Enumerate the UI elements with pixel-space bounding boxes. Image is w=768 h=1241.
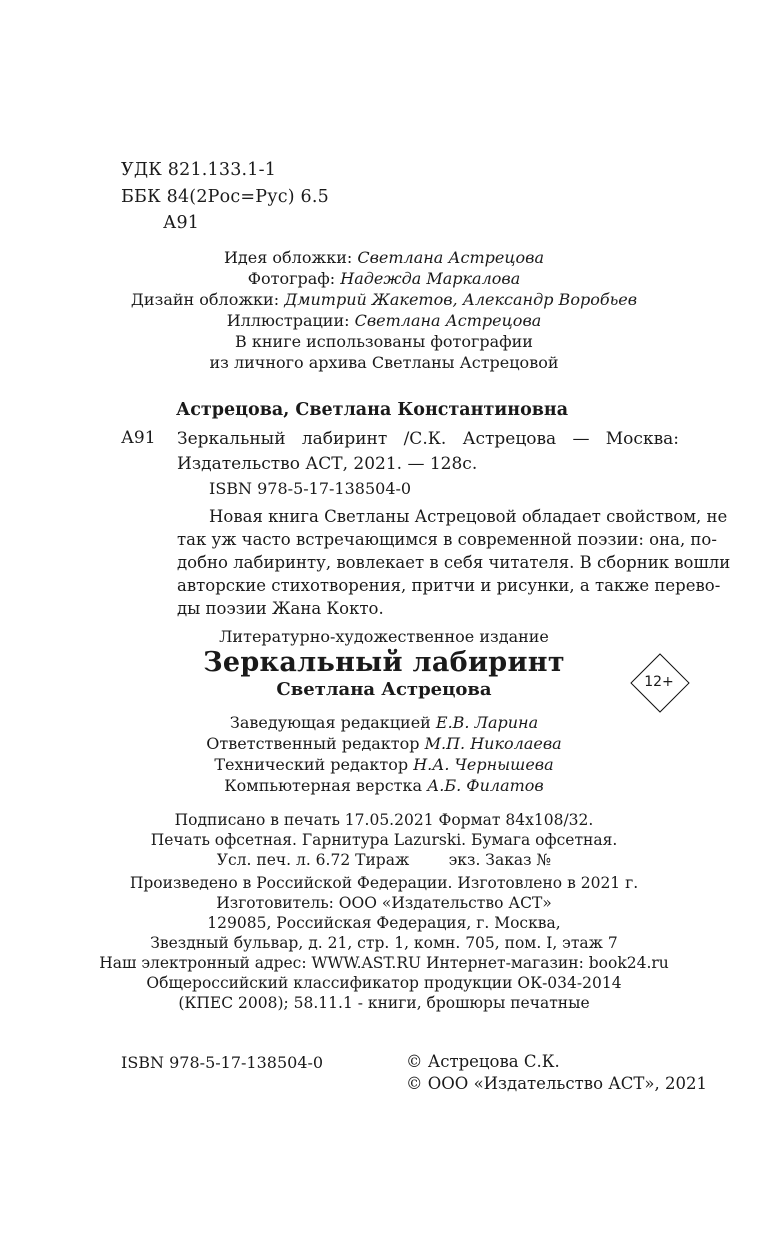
- credit-name: Надежда Маркалова: [340, 269, 521, 288]
- abstract: [177, 505, 731, 620]
- credit-illustrations: [0, 311, 768, 332]
- manufacturer-line: (КПЕС 2008); 58.11.1 - книги, брошюры печатные: [178, 994, 590, 1012]
- biblio-line: Зеркальный лабиринт /С.К. Астрецова — Москва:: [177, 429, 679, 449]
- copyright-author: © Астрецова С.К.: [406, 1052, 560, 1071]
- book-title: Зеркальный лабиринт: [203, 647, 565, 678]
- abstract-line: авторские стихотворения, притчи и рисунки, а также перево-: [177, 576, 721, 595]
- credit-role: Иллюстрации:: [226, 311, 355, 330]
- photo-note-line: В книге использованы фотографии: [235, 332, 533, 351]
- credit-cover-idea: [0, 248, 768, 269]
- manufacturer-line: Произведено в Российской Федерации. Изготовлено в 2021 г.: [129, 874, 639, 892]
- abstract-line: Новая книга Светланы Астрецовой обладает свойством, не: [209, 507, 728, 526]
- bbk-code: ББК 84(2Рос=Рус) 6.5: [121, 187, 329, 207]
- credit-photographer: [0, 269, 768, 290]
- credit-role: Фотограф:: [247, 269, 341, 288]
- photo-note-line: из личного архива Светланы Астрецовой: [209, 353, 559, 372]
- manufacturer-line: Изготовитель: ООО «Издательство АСТ»: [216, 894, 552, 912]
- print-info-line: Усл. печ. л. 6.72 Тираж экз. Заказ №: [216, 851, 552, 869]
- credit-cover-design: [0, 290, 768, 311]
- credit-role: Идея обложки:: [223, 248, 358, 267]
- book-author: Светлана Астрецова: [276, 679, 492, 700]
- staff-name: М.П. Николаева: [424, 734, 562, 753]
- bibliographic-index: А91: [121, 428, 156, 448]
- staff-role: Компьютерная верстка: [224, 776, 428, 795]
- staff-role: Ответственный редактор: [206, 734, 425, 753]
- credit-name: Дмитрий Жакетов, Александр Воробьев: [284, 290, 638, 309]
- genre-label: Литературно-художественное издание: [219, 627, 549, 646]
- abstract-line: так уж часто встречающимся в современной поэзии: она, по-: [177, 530, 717, 549]
- staff-line: [0, 775, 768, 797]
- manufacturer-line: 129085, Российская Федерация, г. Москва,: [207, 914, 561, 932]
- bibliographic-description: [177, 427, 679, 477]
- abstract-line: добно лабиринту, вовлекает в себя читателя. В сборник вошли: [177, 553, 731, 572]
- print-info-line: Печать офсетная. Гарнитура Lazurski. Бумага офсетная.: [150, 831, 618, 849]
- staff-name: Е.В. Ларина: [435, 713, 539, 732]
- footer-isbn: ISBN 978-5-17-138504-0: [121, 1053, 324, 1072]
- udk-code: УДК 821.133.1-1: [121, 160, 277, 180]
- abstract-line: ды поэзии Жана Кокто.: [177, 599, 384, 618]
- manufacturer-line: Наш электронный адрес: WWW.AST.RU Интернет-магазин: book24.ru: [99, 954, 669, 972]
- staff-line: [0, 754, 768, 776]
- staff-name: А.Б. Филатов: [427, 776, 544, 795]
- staff-line: [0, 712, 768, 734]
- isbn: ISBN 978-5-17-138504-0: [209, 479, 412, 498]
- staff-role: Технический редактор: [214, 755, 414, 774]
- credit-name: Светлана Астрецова: [354, 311, 542, 330]
- credit-role: Дизайн обложки:: [130, 290, 285, 309]
- manufacturer-line: Звездный бульвар, д. 21, стр. 1, комн. 705, пом. I, этаж 7: [150, 934, 618, 952]
- staff-line: [0, 733, 768, 755]
- manufacturer-line: Общероссийский классификатор продукции ОК-034-2014: [146, 974, 622, 992]
- credit-name: Светлана Астрецова: [357, 248, 545, 267]
- author-sign: А91: [163, 213, 200, 233]
- biblio-line: Издательство АСТ, 2021. — 128с.: [177, 454, 478, 474]
- staff-name: Н.А. Чернышева: [413, 755, 554, 774]
- age-rating-label: 12+: [644, 674, 674, 690]
- print-info-line: Подписано в печать 17.05.2021 Формат 84х108/32.: [174, 811, 594, 829]
- copyright-publisher: © ООО «Издательство АСТ», 2021: [406, 1074, 707, 1093]
- author-full-name: Астрецова, Светлана Константиновна: [176, 400, 569, 420]
- staff-role: Заведующая редакцией: [229, 713, 436, 732]
